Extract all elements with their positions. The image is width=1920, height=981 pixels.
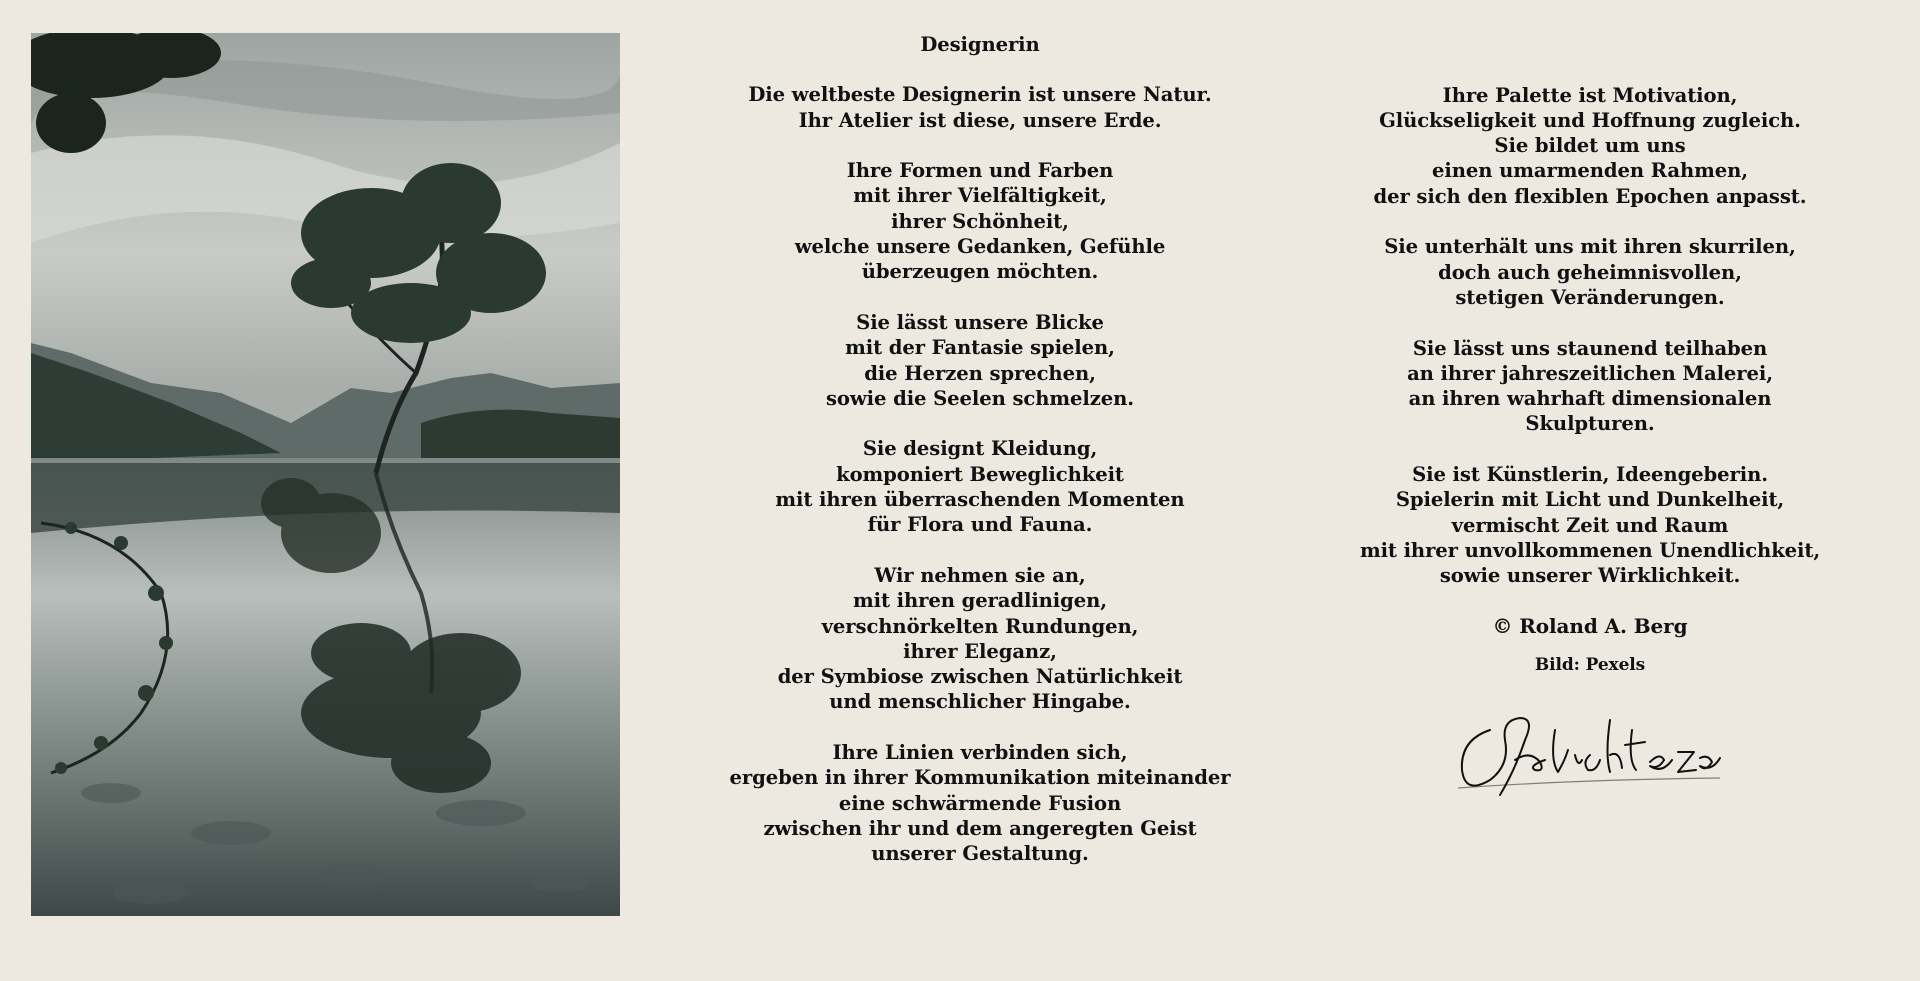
stanza: [662, 310, 1298, 411]
stanza: [1310, 234, 1870, 310]
lake-tree-photo: [31, 33, 620, 916]
poem-column-left: [662, 32, 1298, 892]
signature-logo: [1450, 700, 1730, 810]
poem-line: an ihrer jahreszeitlichen Malerei,: [1407, 361, 1773, 385]
poem-line: stetigen Veränderungen.: [1455, 285, 1725, 309]
poem-line: Die weltbeste Designerin ist unsere Natur.: [748, 83, 1212, 107]
stanza: [1310, 336, 1870, 437]
poem-line: mit ihren geradlinigen,: [853, 589, 1107, 613]
poem-line: Sie lässt uns staunend teilhaben: [1412, 336, 1768, 360]
poem-line: einen umarmenden Rahmen,: [1432, 159, 1748, 183]
poem-line: Ihr Atelier ist diese, unsere Erde.: [798, 108, 1162, 132]
poem-line: Wir nehmen sie an,: [874, 563, 1086, 587]
stanza: [1310, 462, 1870, 588]
poem-title: Designerin: [920, 33, 1040, 56]
title-spacer: [1310, 57, 1870, 82]
poem-line: die Herzen sprechen,: [864, 361, 1096, 385]
poem-line: und menschlicher Hingabe.: [829, 690, 1131, 714]
poem-line: welche unsere Gedanken, Gefühle: [794, 235, 1166, 259]
poem-line: Glückseligkeit und Hoffnung zugleich.: [1379, 108, 1801, 132]
stanza: [662, 158, 1298, 284]
poem-line: ihrer Eleganz,: [903, 639, 1057, 663]
poem-line: Sie unterhält uns mit ihren skurrilen,: [1384, 235, 1796, 259]
poem-line: mit ihren überraschenden Momenten: [775, 488, 1185, 512]
poem-line: mit ihrer Vielfältigkeit,: [853, 184, 1107, 208]
poem-line: Sie lässt unsere Blicke: [856, 310, 1104, 334]
image-credit: Bild: Pexels: [1534, 655, 1646, 676]
poem-line: Sie designt Kleidung,: [862, 437, 1098, 461]
poem-line: überzeugen möchten.: [861, 260, 1099, 284]
stanza: [1310, 83, 1870, 209]
stanza: [662, 563, 1298, 715]
poem-line: Skulpturen.: [1525, 412, 1655, 436]
poem-line: verschnörkelten Rundungen,: [821, 614, 1139, 638]
poem-line: Ihre Linien verbinden sich,: [832, 741, 1128, 765]
poem-line: mit der Fantasie spielen,: [845, 336, 1115, 360]
poem-line: Sie ist Künstlerin, Ideengeberin.: [1412, 463, 1768, 487]
stanza: [662, 740, 1298, 866]
poem-line: Ihre Formen und Farben: [846, 159, 1114, 183]
poem-line: doch auch geheimnisvollen,: [1438, 260, 1742, 284]
poem-line: an ihren wahrhaft dimensionalen: [1408, 387, 1772, 411]
poem-line: unserer Gestaltung.: [871, 842, 1089, 866]
poem-line: Ihre Palette ist Motivation,: [1442, 83, 1738, 107]
poem-column-right: [1310, 32, 1870, 678]
poem-line: Sie bildet um uns: [1494, 134, 1686, 158]
poem-line: sowie unserer Wirklichkeit.: [1439, 564, 1741, 588]
stanza: [662, 436, 1298, 537]
poem-line: Spielerin mit Licht und Dunkelheit,: [1395, 488, 1785, 512]
title-spacer: [1310, 32, 1870, 57]
poem-line: ergeben in ihrer Kommunikation miteinander: [729, 766, 1231, 790]
copyright: © Roland A. Berg: [1492, 613, 1688, 638]
poem-line: mit ihrer unvollkommenen Unendlichkeit,: [1359, 538, 1821, 562]
poem-line: eine schwärmende Fusion: [838, 791, 1122, 815]
stanza: [662, 82, 1298, 133]
poem-line: der sich den flexiblen Epochen anpasst.: [1373, 184, 1807, 208]
poem-line: für Flora und Fauna.: [867, 513, 1093, 537]
poem-line: vermischt Zeit und Raum: [1451, 513, 1729, 537]
poem-line: komponiert Beweglichkeit: [836, 462, 1124, 486]
poem-line: zwischen ihr und dem angeregten Geist: [763, 816, 1197, 840]
poem-line: sowie die Seelen schmelzen.: [826, 386, 1134, 410]
poem-line: ihrer Schönheit,: [891, 209, 1069, 233]
poem-line: der Symbiose zwischen Natürlichkeit: [777, 665, 1183, 689]
